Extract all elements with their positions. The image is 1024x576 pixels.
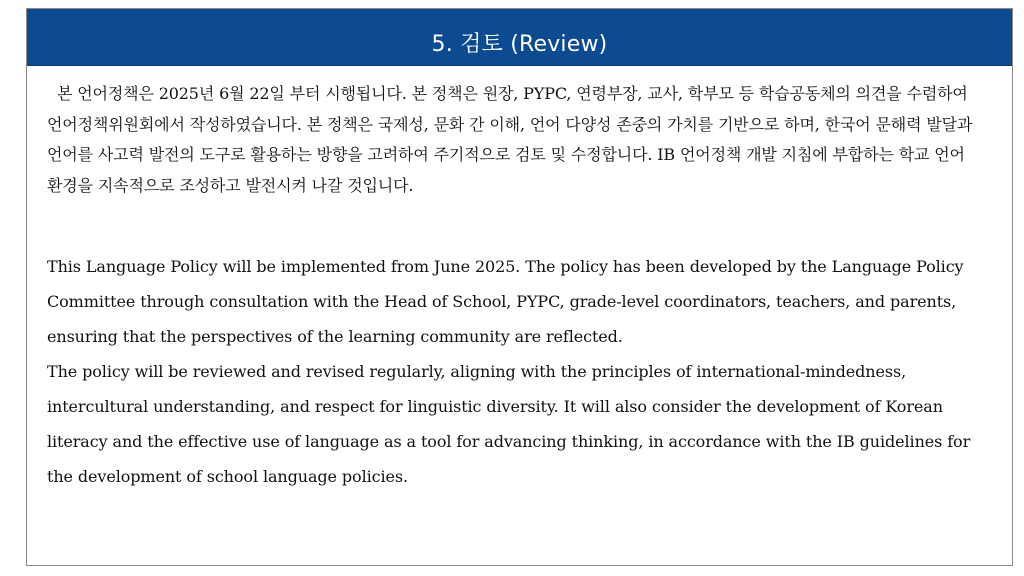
section-body [47,79,997,494]
section-title: 5. 검토 (Review) [431,31,608,57]
section-header [27,9,1012,66]
korean-paragraph: 본 언어정책은 2025년 6월 22일 부터 시행됩니다. 본 정책은 원장, PYPC, 연령부장, 교사, 학부모 등 학습공동체의 의견을 수렴하여 언어정책위원회에서 작성하였습니다. 본 정책은 국제성, 문화 간 이해, 언어 다양성 존중의 가치를 기반으로 하며, 한국어 문해력 발달과 언어를 사고력 발전의 도구로 활용하는 방향을 고려하여 주기적으로 검토 및 수정합니다. IB 언어정책 개발 지침에 부합하는 학교 언어 환경을 지속적으로 조성하고 발전시켜 나갈 것입니다. [47,84,973,195]
review-section-box [26,8,1013,566]
paragraph-spacer [47,201,997,249]
english-paragraph-implementation: This Language Policy will be implemented from June 2025. The policy has been developed by the Language Policy Committee through consultation with the Head of School, PYPC, grade-level coordinators, teachers, and parents, ensuring that the perspectives of the learning community are reflected. [47,257,964,346]
english-paragraph-review: The policy will be reviewed and revised regularly, aligning with the principles of international-mindedness, intercultural understanding, and respect for linguistic diversity. It will also consider the development of Korean literacy and the effective use of language as a tool for advancing thinking, in accordance with the IB guidelines for the development of school language policies. [47,362,971,486]
